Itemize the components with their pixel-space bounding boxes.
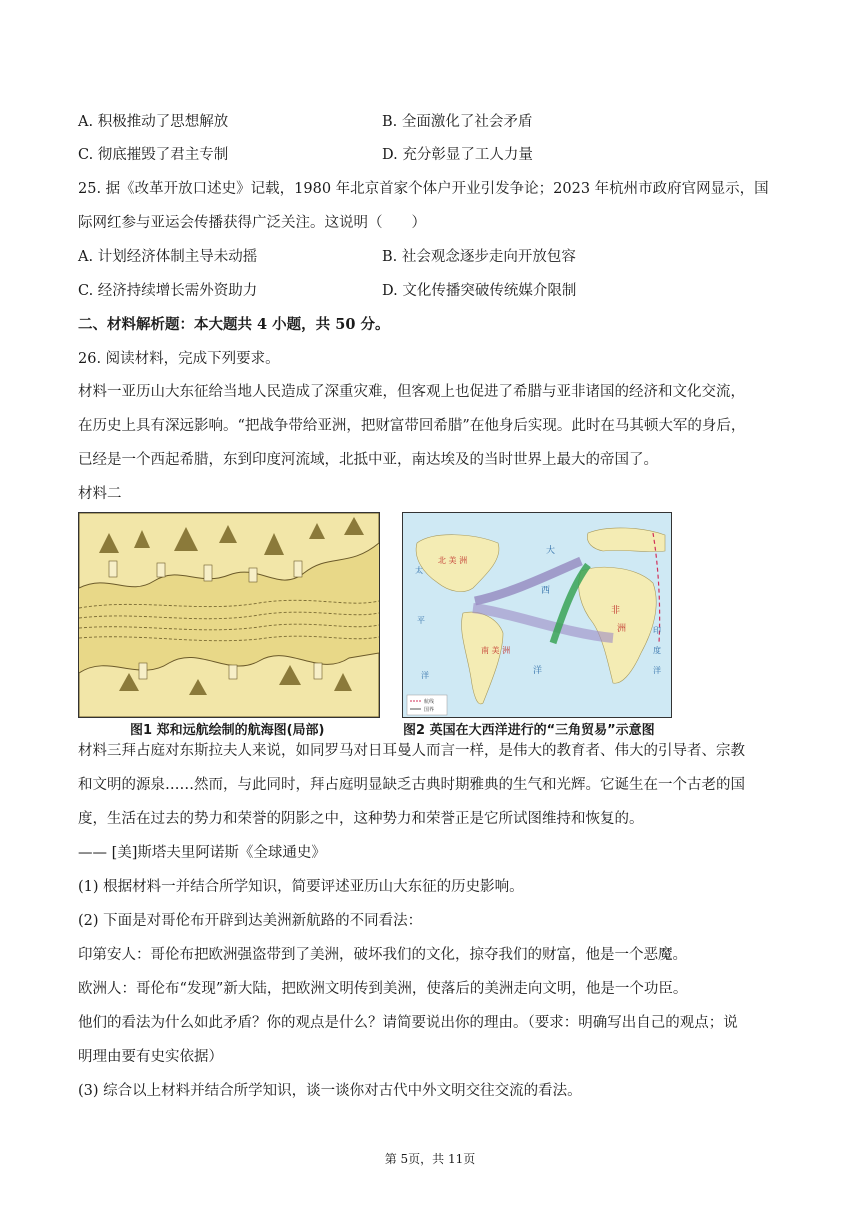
material3-line3: 度，生活在过去的势力和荣誉的阴影之中，这种势力和荣誉正是它所试图维持和恢复的。	[78, 811, 644, 827]
material3-source: —— [美]斯塔夫里阿诺斯《全球通史》	[78, 845, 326, 861]
q26-stem: 26. 阅读材料，完成下列要求。	[78, 351, 280, 367]
q25-option-c: C. 经济持续增长需外资助力	[78, 283, 258, 299]
q26-subquestion-3: (3) 综合以上材料并结合所学知识，谈一谈你对古代中外文明交往交流的看法。	[78, 1083, 582, 1099]
legend-route: 航线	[424, 699, 435, 705]
q25-option-a: A. 计划经济体制主导未动摇	[78, 249, 258, 265]
material2-label: 材料二	[78, 486, 122, 502]
label-africa-2: 洲	[617, 624, 627, 634]
q25-stem-line1: 25. 据《改革开放口述史》记载，1980 年北京首家个体户开业引发争论；2023 年杭州市政府官网显示，国	[78, 181, 769, 197]
indian-view: 印第安人：哥伦布把欧洲强盗带到了美洲，破坏我们的文化，掠夺我们的财富，他是一个恶魔。	[78, 947, 687, 963]
q26-subquestion-2: (2) 下面是对哥伦布开辟到达美洲新航路的不同看法：	[78, 913, 423, 929]
q26-subquestion-1: (1) 根据材料一并结合所学知识，简要评述亚历山大东征的历史影响。	[78, 879, 524, 895]
legend-border: 国界	[424, 707, 435, 713]
fig1-caption: 图1 郑和远航绘制的航海图(局部)	[130, 723, 325, 738]
european-view: 欧洲人：哥伦布“发现”新大陆，把欧洲文明传到美洲，使落后的美洲走向文明，他是一个功臣。	[78, 981, 688, 997]
triangle-trade-map-figure	[402, 512, 672, 718]
section2-heading: 二、材料解析题：本大题共 4 小题，共 50 分。	[78, 316, 390, 333]
zhenghe-chart-figure	[78, 512, 380, 718]
label-atlantic-3: 洋	[533, 666, 543, 676]
label-indian-2: 度	[653, 646, 661, 655]
label-atlantic-2: 西	[541, 586, 551, 596]
material3-line1: 材料三拜占庭对东斯拉夫人来说，如同罗马对日耳曼人而言一样，是伟大的教育者、伟大的引导者、宗教	[78, 743, 745, 759]
q26-subquestion-2-ask-line1: 他们的看法为什么如此矛盾？你的观点是什么？请简要说出你的理由。（要求：明确写出自己的观点；说	[78, 1015, 738, 1031]
q24-option-d: D. 充分彰显了工人力量	[382, 147, 533, 163]
material1-line3: 已经是一个西起希腊，东到印度河流域，北抵中亚，南达埃及的当时世界上最大的帝国了。	[78, 452, 658, 468]
q25-stem-line2: 际网红参与亚运会传播获得广泛关注。这说明（ ）	[78, 215, 426, 231]
label-pacific-3: 洋	[421, 671, 429, 680]
page-footer: 第 5页，共 11页	[384, 1152, 476, 1166]
label-north-america: 北 美 洲	[438, 556, 468, 565]
material1-line2: 在历史上具有深远影响。“把战争带给亚洲，把财富带回希腊”在他身后实现。此时在马其顿大军的身后，	[78, 418, 746, 434]
fig2-caption: 图2 英国在大西洋进行的“三角贸易”示意图	[403, 723, 655, 738]
label-atlantic-1: 大	[546, 546, 556, 556]
label-africa-1: 非	[611, 606, 621, 616]
label-indian-1: 印	[653, 626, 661, 635]
q24-option-c: C. 彻底摧毁了君主专制	[78, 147, 229, 163]
label-pacific-2: 平	[417, 616, 425, 625]
triangle-trade-map	[403, 513, 671, 717]
label-south-america: 南 美 洲	[481, 646, 511, 655]
q25-option-d: D. 文化传播突破传统媒介限制	[382, 283, 577, 299]
label-indian-3: 洋	[653, 666, 661, 675]
q25-option-b: B. 社会观念逐步走向开放包容	[382, 249, 576, 265]
material3-line2: 和文明的源泉……然而，与此同时，拜占庭明显缺乏古典时期雅典的生气和光辉。它诞生在一个古老的国	[78, 777, 745, 793]
q26-subquestion-2-ask-line2: 明理由要有史实依据）	[78, 1049, 223, 1065]
q24-option-a: A. 积极推动了思想解放	[78, 114, 229, 130]
q24-option-b: B. 全面激化了社会矛盾	[382, 114, 533, 130]
zhenghe-chart-image	[79, 513, 379, 717]
label-pacific-1: 太	[415, 566, 423, 575]
material1-line1: 材料一亚历山大东征给当地人民造成了深重灾难，但客观上也促进了希腊与亚非诸国的经济和文化交流，	[78, 384, 745, 400]
